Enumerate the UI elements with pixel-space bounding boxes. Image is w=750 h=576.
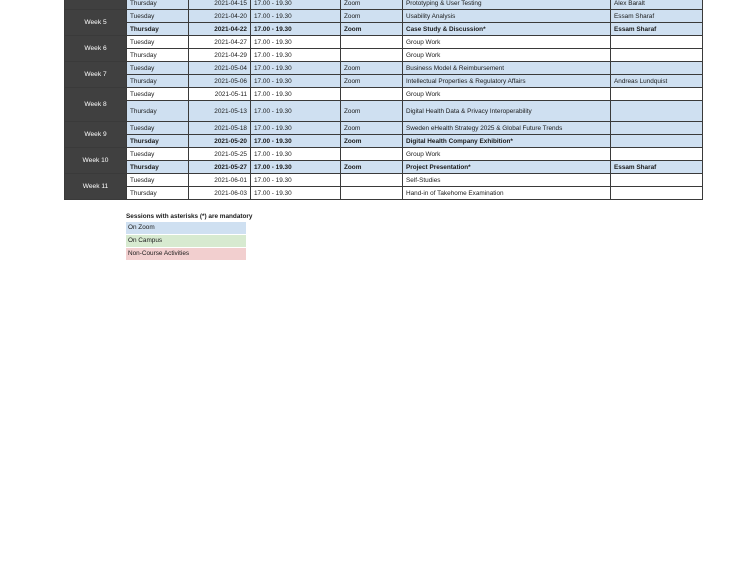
date-cell: 2021-06-03 bbox=[189, 187, 251, 200]
lecturer-cell bbox=[611, 174, 703, 187]
topic-cell: Project Presentation* bbox=[403, 161, 611, 174]
time-cell: 17.00 - 19.30 bbox=[251, 187, 341, 200]
lecturer-cell bbox=[611, 62, 703, 75]
table-row bbox=[65, 0, 703, 10]
mode-cell: Zoom bbox=[341, 161, 403, 174]
mode-cell bbox=[341, 88, 403, 101]
time-cell: 17.00 - 19.30 bbox=[251, 101, 341, 122]
table-row bbox=[65, 10, 703, 23]
table-row bbox=[65, 75, 703, 88]
topic-cell: Group Work bbox=[403, 88, 611, 101]
week-label: Week 8 bbox=[65, 88, 127, 122]
lecturer-cell: Alex Baralt bbox=[611, 0, 703, 10]
day-cell: Thursday bbox=[127, 0, 189, 10]
day-cell: Tuesday bbox=[127, 174, 189, 187]
date-cell: 2021-05-11 bbox=[189, 88, 251, 101]
week-label: Week 7 bbox=[65, 62, 127, 88]
lecturer-cell bbox=[611, 122, 703, 135]
mode-cell bbox=[341, 174, 403, 187]
time-cell: 17.00 - 19.30 bbox=[251, 62, 341, 75]
lecturer-cell: Essam Sharaf bbox=[611, 23, 703, 36]
lecturer-cell bbox=[611, 148, 703, 161]
time-cell: 17.00 - 19.30 bbox=[251, 148, 341, 161]
lecturer-cell bbox=[611, 187, 703, 200]
table-row bbox=[65, 36, 703, 49]
time-cell: 17.00 - 19.30 bbox=[251, 75, 341, 88]
topic-cell: Group Work bbox=[403, 36, 611, 49]
date-cell: 2021-05-18 bbox=[189, 122, 251, 135]
mode-cell: Zoom bbox=[341, 23, 403, 36]
mode-cell: Zoom bbox=[341, 135, 403, 148]
lecturer-cell bbox=[611, 101, 703, 122]
day-cell: Thursday bbox=[127, 75, 189, 88]
topic-cell: Intellectual Properties & Regulatory Affairs bbox=[403, 75, 611, 88]
mode-cell bbox=[341, 148, 403, 161]
table-row bbox=[65, 174, 703, 187]
day-cell: Tuesday bbox=[127, 148, 189, 161]
date-cell: 2021-05-25 bbox=[189, 148, 251, 161]
date-cell: 2021-04-27 bbox=[189, 36, 251, 49]
topic-cell: Digital Health Company Exhibition* bbox=[403, 135, 611, 148]
schedule-table bbox=[64, 0, 703, 200]
date-cell: 2021-05-06 bbox=[189, 75, 251, 88]
time-cell: 17.00 - 19.30 bbox=[251, 0, 341, 10]
table-row bbox=[65, 122, 703, 135]
date-cell: 2021-04-20 bbox=[189, 10, 251, 23]
time-cell: 17.00 - 19.30 bbox=[251, 174, 341, 187]
week-label: Week 5 bbox=[65, 10, 127, 36]
table-row bbox=[65, 187, 703, 200]
table-row bbox=[65, 62, 703, 75]
day-cell: Tuesday bbox=[127, 62, 189, 75]
time-cell: 17.00 - 19.30 bbox=[251, 49, 341, 62]
mandatory-note: Sessions with asterisks (*) are mandatory bbox=[126, 213, 253, 220]
lecturer-cell bbox=[611, 49, 703, 62]
day-cell: Tuesday bbox=[127, 36, 189, 49]
topic-cell: Sweden eHealth Strategy 2025 & Global Future Trends bbox=[403, 122, 611, 135]
date-cell: 2021-05-04 bbox=[189, 62, 251, 75]
mode-cell: Zoom bbox=[341, 10, 403, 23]
day-cell: Tuesday bbox=[127, 88, 189, 101]
day-cell: Tuesday bbox=[127, 122, 189, 135]
table-row bbox=[65, 161, 703, 174]
mode-cell: Zoom bbox=[341, 62, 403, 75]
date-cell: 2021-04-22 bbox=[189, 23, 251, 36]
table-row bbox=[65, 101, 703, 122]
time-cell: 17.00 - 19.30 bbox=[251, 23, 341, 36]
mode-cell: Zoom bbox=[341, 122, 403, 135]
time-cell: 17.00 - 19.30 bbox=[251, 161, 341, 174]
week-label: Week 9 bbox=[65, 122, 127, 148]
day-cell: Thursday bbox=[127, 135, 189, 148]
date-cell: 2021-04-29 bbox=[189, 49, 251, 62]
date-cell: 2021-04-15 bbox=[189, 0, 251, 10]
day-cell: Thursday bbox=[127, 187, 189, 200]
legend-item-non-course: Non-Course Activities bbox=[126, 248, 246, 260]
time-cell: 17.00 - 19.30 bbox=[251, 122, 341, 135]
topic-cell: Hand-in of Takehome Examination bbox=[403, 187, 611, 200]
mode-cell bbox=[341, 49, 403, 62]
lecturer-cell: Andreas Lundquist bbox=[611, 75, 703, 88]
topic-cell: Case Study & Discussion* bbox=[403, 23, 611, 36]
lecturer-cell bbox=[611, 88, 703, 101]
legend-item-zoom: On Zoom bbox=[126, 222, 246, 234]
topic-cell: Group Work bbox=[403, 49, 611, 62]
date-cell: 2021-05-13 bbox=[189, 101, 251, 122]
lecturer-cell bbox=[611, 36, 703, 49]
table-row bbox=[65, 23, 703, 36]
time-cell: 17.00 - 19.30 bbox=[251, 36, 341, 49]
legend-item-campus: On Campus bbox=[126, 235, 246, 247]
day-cell: Thursday bbox=[127, 23, 189, 36]
lecturer-cell: Essam Sharaf bbox=[611, 10, 703, 23]
topic-cell: Group Work bbox=[403, 148, 611, 161]
day-cell: Thursday bbox=[127, 49, 189, 62]
time-cell: 17.00 - 19.30 bbox=[251, 135, 341, 148]
mode-cell bbox=[341, 36, 403, 49]
date-cell: 2021-05-20 bbox=[189, 135, 251, 148]
topic-cell: Usability Analysis bbox=[403, 10, 611, 23]
time-cell: 17.00 - 19.30 bbox=[251, 88, 341, 101]
date-cell: 2021-06-01 bbox=[189, 174, 251, 187]
mode-cell: Zoom bbox=[341, 75, 403, 88]
topic-cell: Self-Studies bbox=[403, 174, 611, 187]
lecturer-cell: Essam Sharaf bbox=[611, 161, 703, 174]
date-cell: 2021-05-27 bbox=[189, 161, 251, 174]
mode-cell: Zoom bbox=[341, 0, 403, 10]
week-label: Week 10 bbox=[65, 148, 127, 174]
week-label bbox=[65, 0, 127, 10]
table-row bbox=[65, 148, 703, 161]
day-cell: Tuesday bbox=[127, 10, 189, 23]
legend bbox=[126, 213, 252, 261]
table-row bbox=[65, 49, 703, 62]
time-cell: 17.00 - 19.30 bbox=[251, 10, 341, 23]
week-label: Week 6 bbox=[65, 36, 127, 62]
lecturer-cell bbox=[611, 135, 703, 148]
topic-cell: Prototyping & User Testing bbox=[403, 0, 611, 10]
mode-cell bbox=[341, 187, 403, 200]
table-row bbox=[65, 135, 703, 148]
topic-cell: Digital Health Data & Privacy Interoperability bbox=[403, 101, 611, 122]
week-label: Week 11 bbox=[65, 174, 127, 200]
day-cell: Thursday bbox=[127, 101, 189, 122]
mode-cell: Zoom bbox=[341, 101, 403, 122]
table-row bbox=[65, 88, 703, 101]
day-cell: Thursday bbox=[127, 161, 189, 174]
topic-cell: Business Model & Reimbursement bbox=[403, 62, 611, 75]
